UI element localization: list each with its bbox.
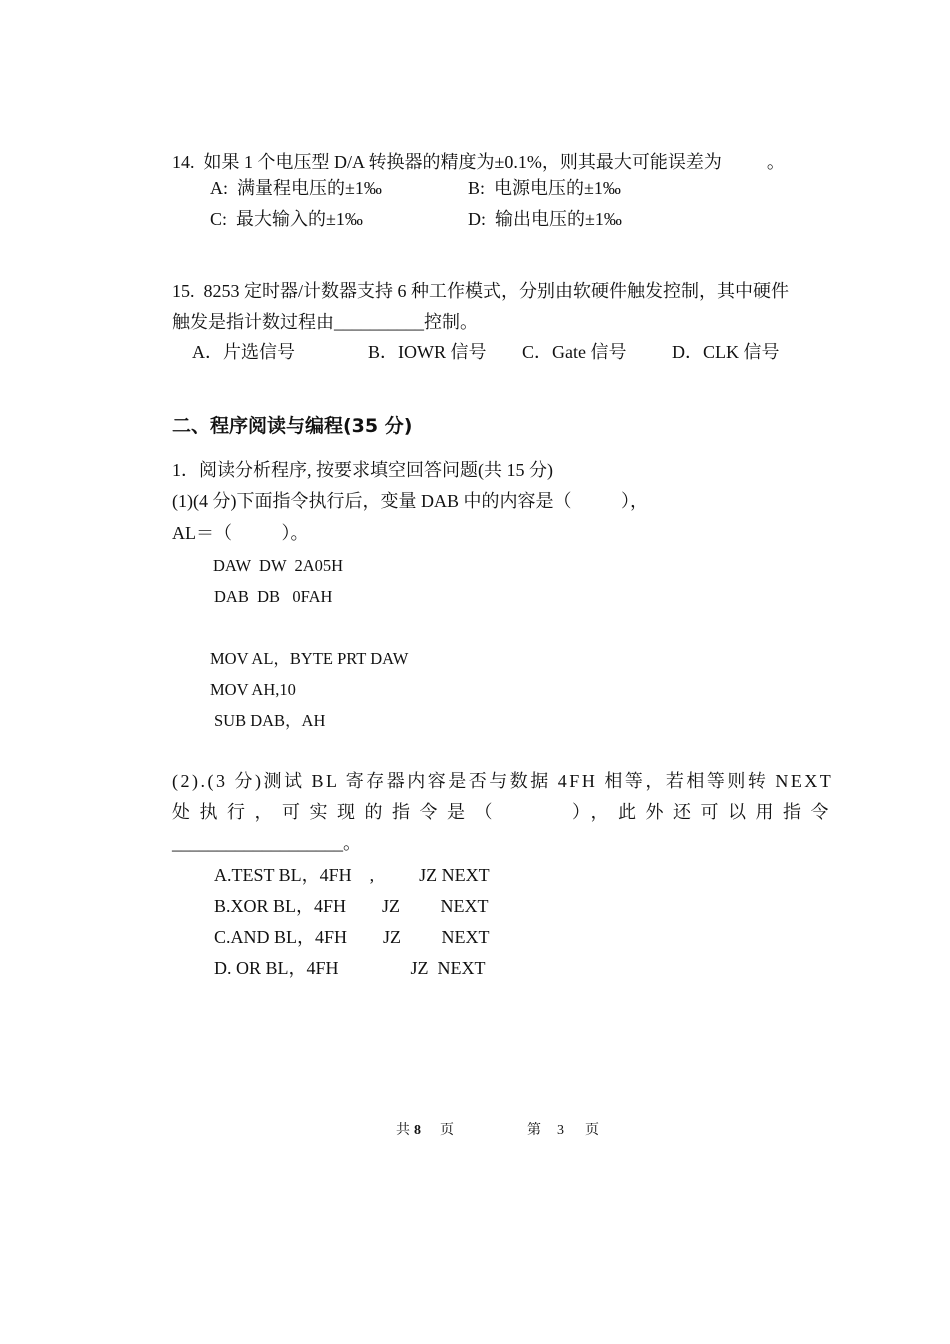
footer-total-pages: 8 <box>414 1123 421 1138</box>
code-line-2: DAB DB 0FAH <box>214 587 333 606</box>
q15-option-b: B．IOWR 信号 <box>368 342 487 362</box>
sub2-option-a: A.TEST BL，4FH , JZ NEXT <box>214 865 490 885</box>
code-line-3: MOV AL，BYTE PRT DAW <box>210 649 409 668</box>
sub2-line-1: (2).(3 分)测试 BL 寄存器内容是否与数据 4FH 相等，若相等则转 NEXT <box>172 771 834 791</box>
sub2-line-3: ___________________。 <box>172 833 361 853</box>
q15-line-1: 15. 8253 定时器/计数器支持 6 种工作模式，分别由软硬件触发控制，其中硬件 <box>172 281 789 301</box>
q15-option-d: D．CLK 信号 <box>672 342 780 362</box>
sub1-line-1: (1)(4 分)下面指令执行后，变量 DAB 中的内容是（ ）， <box>172 491 648 511</box>
code-line-5: SUB DAB，AH <box>214 711 326 730</box>
footer-page-unit-1: 页 <box>440 1123 454 1138</box>
code-line-4: MOV AH,10 <box>210 680 296 699</box>
q14-option-d: D: 输出电压的±1‰ <box>468 209 622 229</box>
q1-intro: 1．阅读分析程序, 按要求填空回答问题(共 15 分) <box>172 460 553 480</box>
q14-option-c: C: 最大输入的±1‰ <box>210 209 363 229</box>
sub2-option-d: D. OR BL，4FH JZ NEXT <box>214 958 486 978</box>
footer-page-unit-2: 页 <box>585 1123 599 1138</box>
footer-total-label: 共 <box>396 1123 410 1138</box>
footer-page-label: 第 <box>527 1123 541 1138</box>
q14-option-b: B: 电源电压的±1‰ <box>468 178 621 198</box>
code-line-1: DAW DW 2A05H <box>213 556 344 575</box>
section-heading: 二、程序阅读与编程(35 分) <box>172 415 413 437</box>
sub1-line-2: AL＝（ ）。 <box>172 523 309 543</box>
footer-page-number: 3 <box>557 1123 564 1138</box>
q14-stem: 14. 如果 1 个电压型 D/A 转换器的精度为±0.1%，则其最大可能误差为 。 <box>172 152 785 172</box>
sub2-line-2: 处执行，可实现的指令是（ ），此外还可以用指令 <box>172 802 838 822</box>
sub2-option-c: C.AND BL，4FH JZ NEXT <box>214 927 490 947</box>
q15-line-2: 触发是指计数过程由__________控制。 <box>172 312 478 332</box>
q14-option-a: A: 满量程电压的±1‰ <box>210 178 382 198</box>
sub2-option-b: B.XOR BL，4FH JZ NEXT <box>214 896 489 916</box>
q15-option-a: A．片选信号 <box>192 342 295 362</box>
q15-option-c: C．Gate 信号 <box>522 342 627 362</box>
